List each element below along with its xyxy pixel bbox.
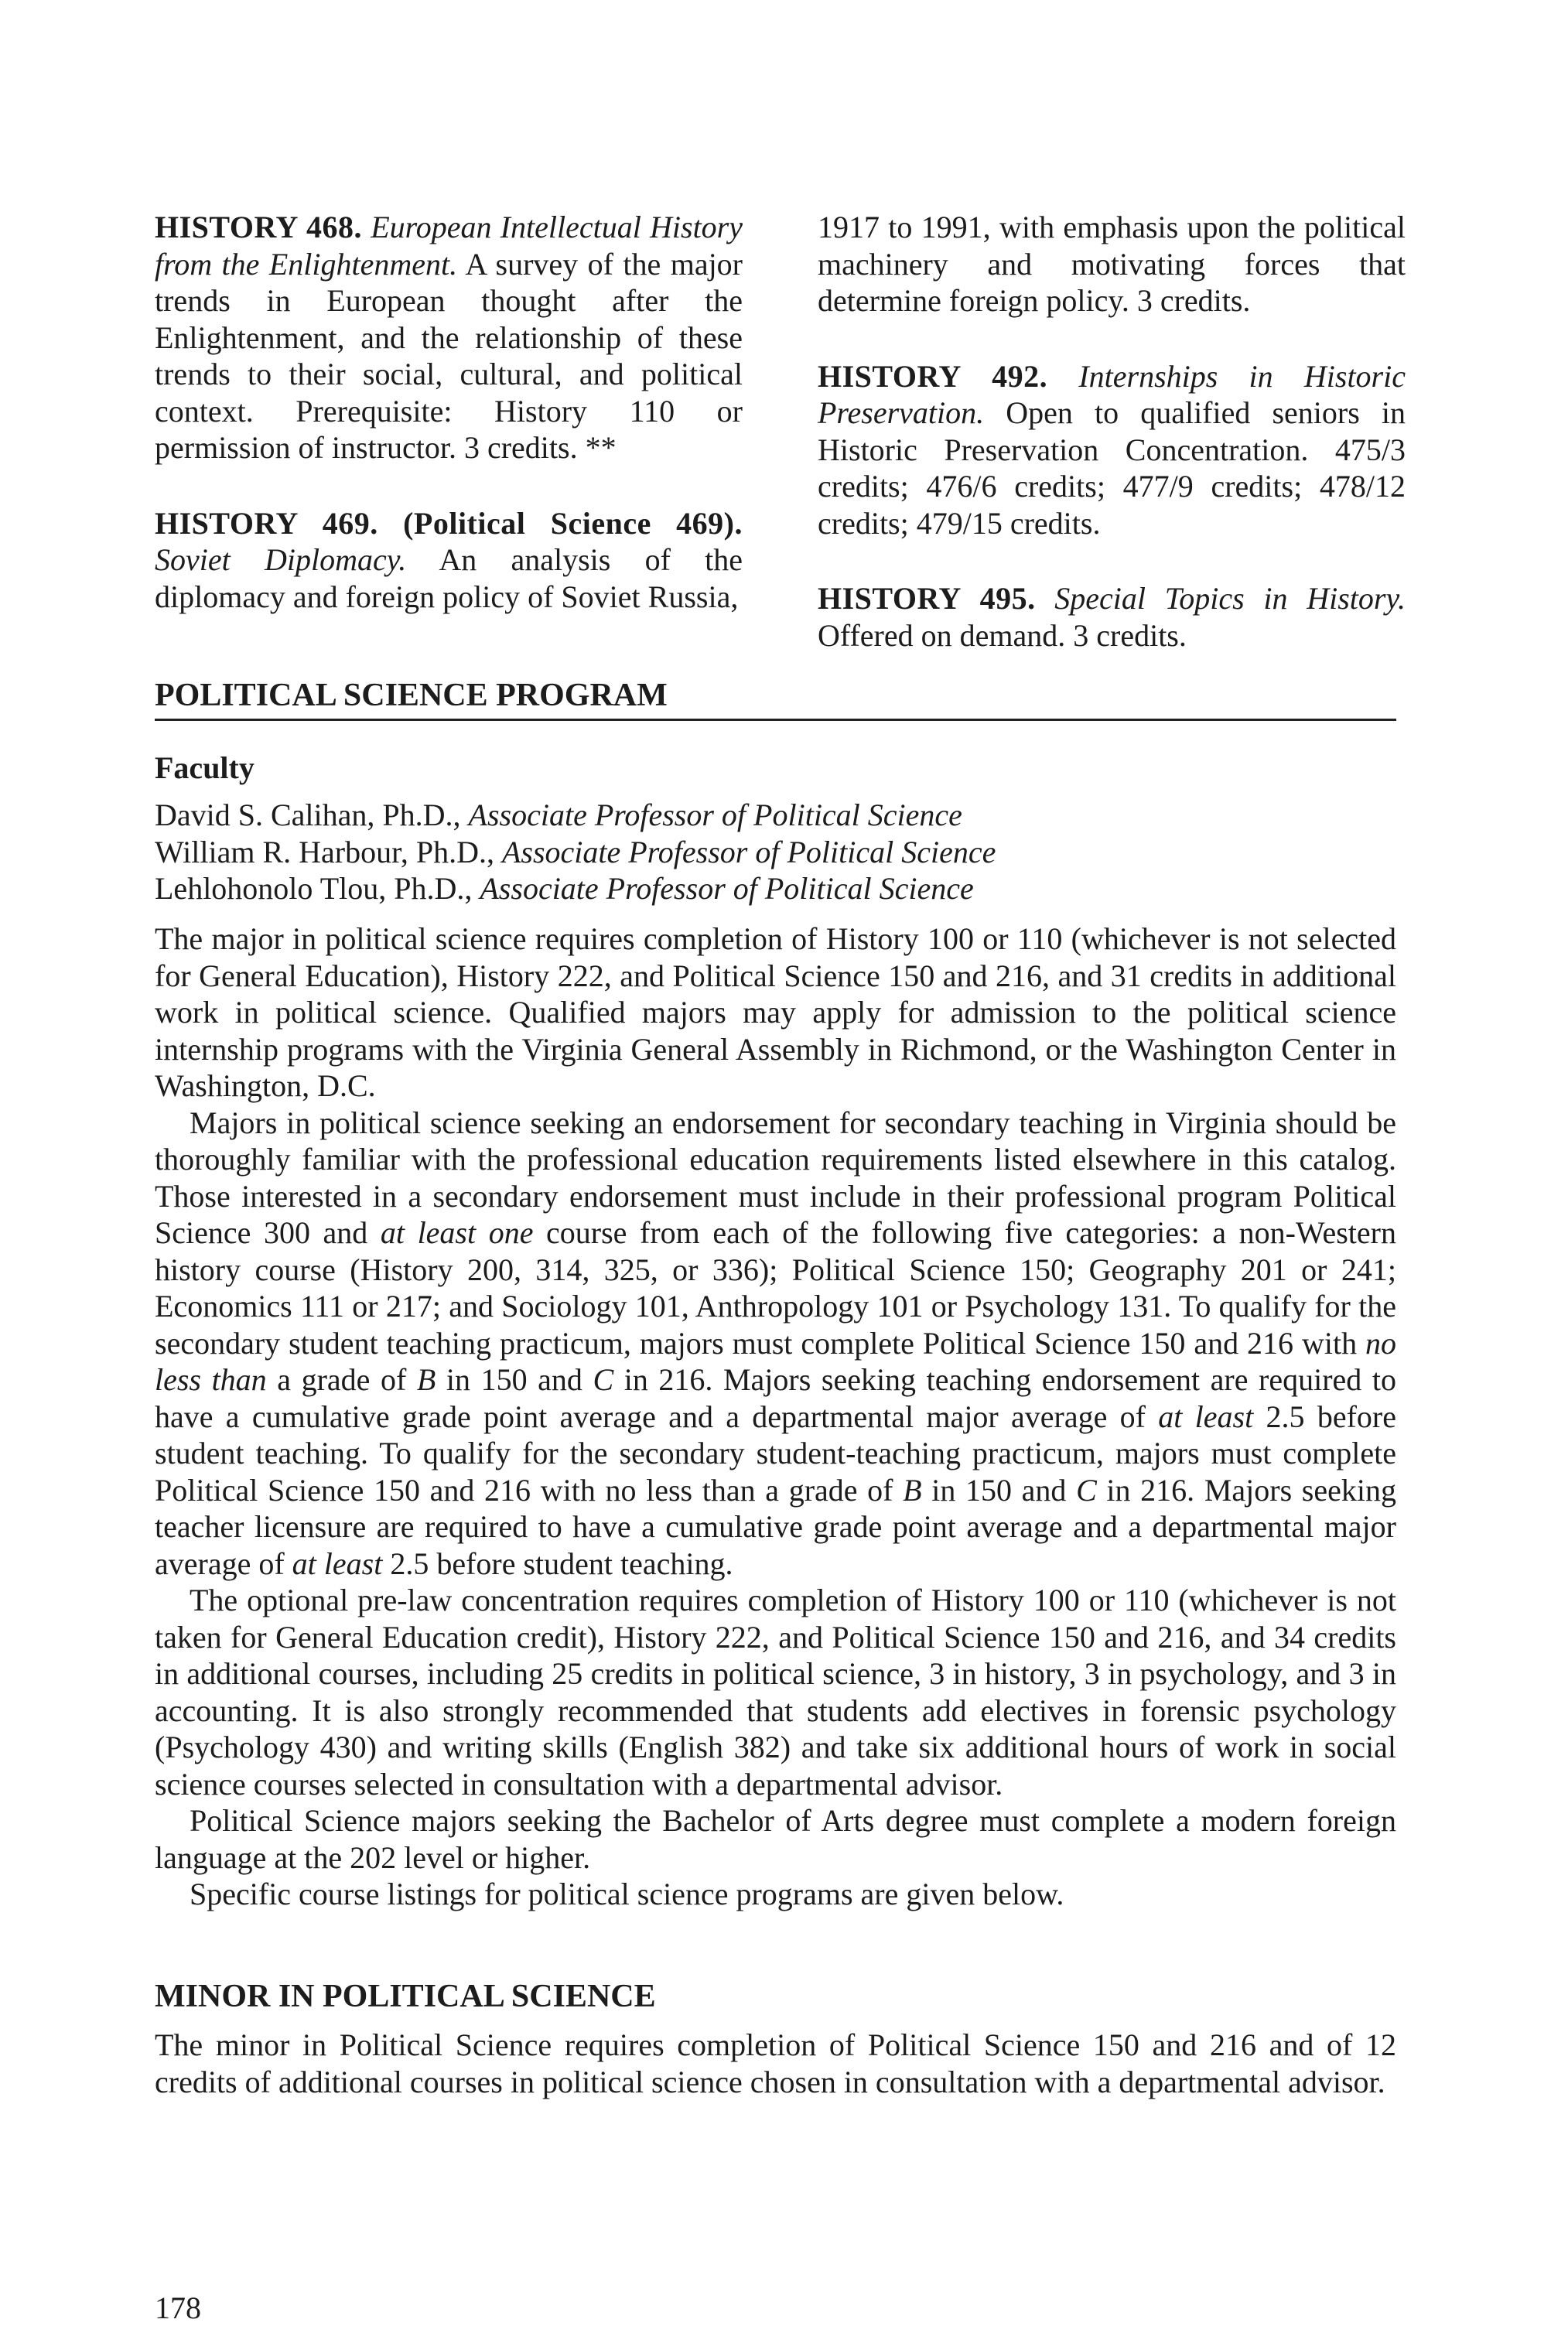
faculty-member xyxy=(155,870,996,907)
right-column xyxy=(818,209,1406,692)
text-run: in 150 and xyxy=(436,1362,593,1397)
course-description: An analysis of the diplomacy and foreign policy of Soviet Russia, xyxy=(155,542,743,614)
text-run: course from each of the following five categories: a non-Western history course (History 200, 314, 325, or 336); Political Science 150; Geography 201 or 241; Economics 111 or 217; and Sociology 101, Anthropology 101 or Psychology 131. To qualify for the secondary student teaching practicum, majors must complete Political Science 150 and 216 with xyxy=(155,1215,1396,1361)
emphasis: at least one xyxy=(380,1215,534,1250)
faculty-member xyxy=(155,834,996,871)
text-run: in 150 and xyxy=(921,1472,1077,1508)
program-heading: POLITICAL SCIENCE PROGRAM xyxy=(155,675,1396,721)
paragraph-pre-law: The optional pre-law concentration requires completion of History 100 or 110 (whichever is not taken for General Education credit), History 222, and Political Science 150 and 216, and 34 credits in additional courses, including 25 credits in political science, 3 in history, 3 in psychology, and 3 in accounting. It is also strongly recommended that students add electives in forensic psychology (Psychology 430) and writing skills (English 382) and take six additional hours of work in social science courses selected in consultation with a departmental advisor. xyxy=(155,1583,1396,1802)
course-title: European Intellectual History from the Enlightenment. xyxy=(155,210,743,282)
minor-heading: MINOR IN POLITICAL SCIENCE xyxy=(155,1979,656,2014)
course-code: HISTORY 469. (Political Science 469). xyxy=(155,505,743,541)
course-entry xyxy=(155,505,743,616)
emphasis: B xyxy=(416,1362,436,1397)
course-code: HISTORY 468. xyxy=(155,210,363,244)
course-description: A survey of the major trends in European thought after the Enlightenment, and the relationship of these trends to their social, cultural, and political context. Prerequisite: History 110 or permission of instructor. 3 credits. ** xyxy=(155,246,743,465)
paragraph-major-requirements: The major in political science requires completion of History 100 or 110 (whichever is not selected for General Education), History 222, and Political Science 150 and 216, and 31 credits in additional work in political science. Qualified majors may apply for admission to the political science internship programs with the Virginia General Assembly in Richmond, or the Washington Center in Washington, D.C. xyxy=(155,921,1396,1103)
course-description: Offered on demand. 3 credits. xyxy=(818,617,1187,653)
course-title: Internships in Historic Preservation. xyxy=(818,358,1406,430)
emphasis: at least xyxy=(292,1546,383,1581)
paragraph-teaching-endorsement xyxy=(155,1105,1396,1583)
paragraph-minor: The minor in Political Science requires completion of Political Science 150 and 216 and of 12 credits of additional courses in political science chosen in consultation with a departmental advisor. xyxy=(155,2027,1396,2099)
course-entry xyxy=(818,580,1406,654)
text-run: 2.5 before student teaching. To qualify for the secondary student-teaching practicum, majors must complete Political Science 150 and 216 with no less than a grade of xyxy=(155,1399,1396,1508)
left-column xyxy=(155,209,743,654)
faculty-name: David S. Calihan, Ph.D., xyxy=(155,798,461,832)
text-run: 2.5 before student teaching. xyxy=(382,1546,733,1581)
minor-description xyxy=(155,2027,1396,2100)
text-run: a grade of xyxy=(266,1362,417,1397)
faculty-name: Lehlohonolo Tlou, Ph.D., xyxy=(155,871,473,906)
course-title: Soviet Diplomacy. xyxy=(155,542,407,577)
course-code: HISTORY 492. xyxy=(818,358,1048,394)
course-description: 1917 to 1991, with emphasis upon the political machinery and motivating forces that determine foreign policy. 3 credits. xyxy=(818,210,1406,318)
faculty-member xyxy=(155,797,996,834)
course-title: Special Topics in History. xyxy=(1054,581,1406,616)
faculty-heading: Faculty xyxy=(155,750,255,785)
course-entry-continued xyxy=(818,209,1406,319)
page-number: 178 xyxy=(155,2290,201,2325)
program-description xyxy=(155,920,1396,1913)
faculty-name: William R. Harbour, Ph.D., xyxy=(155,834,494,869)
course-description: Open to qualified seniors in Historic Preservation Concentration. 475/3 credits; 476/6 credits; 477/9 credits; 478/12 credits; 479/15 credits. xyxy=(818,395,1406,541)
course-entry xyxy=(155,209,743,466)
emphasis: C xyxy=(1076,1472,1097,1508)
faculty-list xyxy=(155,797,996,907)
course-code: HISTORY 495. xyxy=(818,581,1036,616)
text-run: in 216. Majors seeking teaching endorsement are required to have a cumulative grade point average and a departmental major average of xyxy=(155,1362,1396,1434)
text-run: Majors in political science seeking an endorsement for secondary teaching in Virginia should be thoroughly familiar with the professional education requirements listed elsewhere in this catalog. Those interested in a secondary endorsement must include in their professional program Political Science 300 and xyxy=(155,1105,1396,1250)
emphasis: no less than xyxy=(155,1325,1396,1397)
emphasis: B xyxy=(903,1472,922,1508)
paragraph-language: Political Science majors seeking the Bachelor of Arts degree must complete a modern foreign language at the 202 level or higher. xyxy=(155,1803,1396,1875)
course-entry xyxy=(818,358,1406,542)
emphasis: at least xyxy=(1158,1399,1254,1434)
faculty-title: Associate Professor of Political Science xyxy=(468,798,962,832)
paragraph-listings-note: Specific course listings for political science programs are given below. xyxy=(190,1877,1064,1911)
emphasis: C xyxy=(593,1362,614,1397)
faculty-title: Associate Professor of Political Science xyxy=(480,871,974,906)
faculty-title: Associate Professor of Political Science xyxy=(501,834,996,869)
text-run: in 216. Majors seeking teacher licensure are required to have a cumulative grade point average and a departmental major average of xyxy=(155,1472,1396,1581)
